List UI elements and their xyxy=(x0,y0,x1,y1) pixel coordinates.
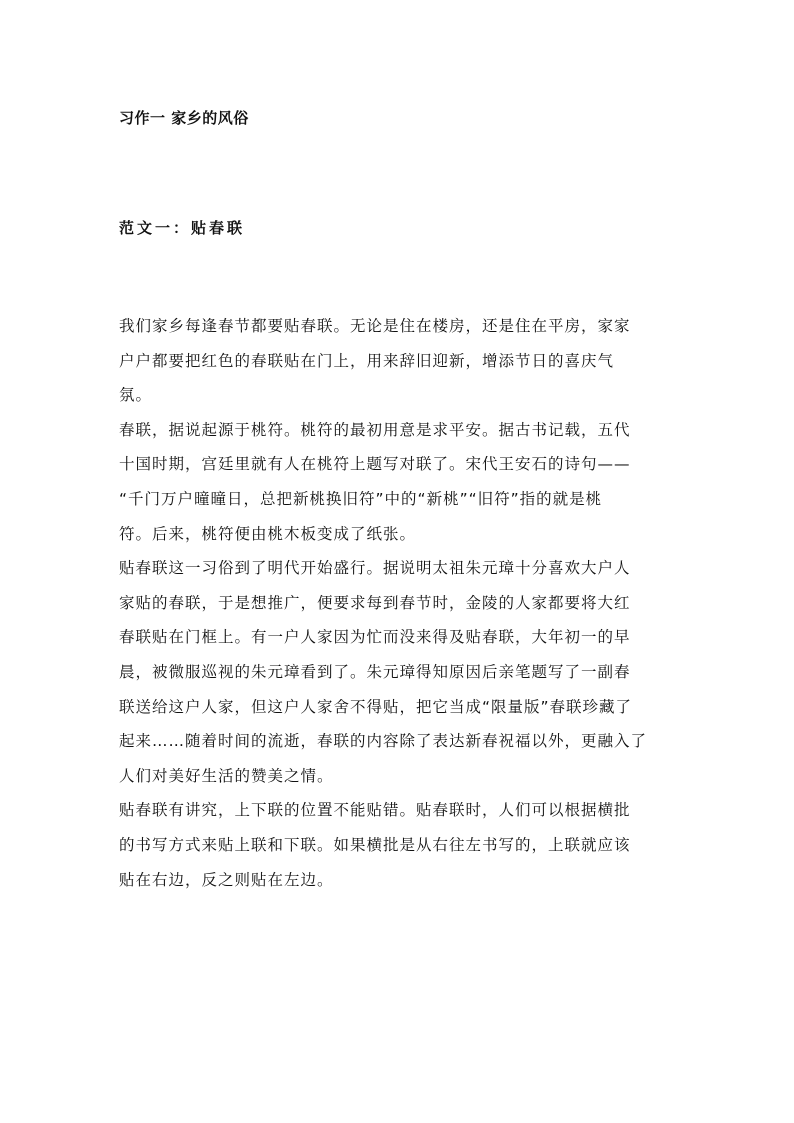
text-line: 我们家乡每逢春节都要贴春联。无论是住在楼房，还是住在平房，家家 xyxy=(119,317,631,335)
text-line: 贴春联这一习俗到了明代开始盛行。据说明太祖朱元璋十分喜欢大户人 xyxy=(119,559,631,578)
text-line: 的书写方式来贴上联和下联。如果横批是从右往左书写的，上联就应该 xyxy=(119,835,631,854)
section-title: 范文一：贴春联 xyxy=(119,219,246,237)
text-line: 起来……随着时间的流逝，春联的内容除了表达新春祝福以外，更融入了 xyxy=(119,732,648,751)
text-line: 人们对美好生活的赞美之情。 xyxy=(119,766,334,785)
text-line: 春联贴在门框上。有一户人家因为忙而没来得及贴春联，大年初一的早 xyxy=(119,628,631,647)
text-line: 符。后来，桃符便由桃木板变成了纸张。 xyxy=(119,524,417,543)
text-line: 户户都要把红色的春联贴在门上，用来辞旧迎新，增添节日的喜庆气 xyxy=(119,351,615,370)
text-line: 联送给这户人家，但这户人家舍不得贴，把它当成“限量版”春联珍藏了 xyxy=(119,697,633,716)
text-line: 十国时期，宫廷里就有人在桃符上题写对联了。宋代王安石的诗句—— xyxy=(119,455,631,474)
text-line: 贴在右边，反之则贴在左边。 xyxy=(119,870,334,889)
document-title: 习作一 家乡的风俗 xyxy=(119,109,249,127)
text-line: “千门万户曈曈日，总把新桃换旧符”中的“新桃”“旧符”指的就是桃 xyxy=(119,489,603,508)
text-line: 晨，被微服巡视的朱元璋看到了。朱元璋得知原因后亲笔题写了一副春 xyxy=(119,662,631,681)
text-line: 贴春联有讲究，上下联的位置不能贴错。贴春联时，人们可以根据横批 xyxy=(119,801,631,820)
essay-body xyxy=(119,314,679,902)
text-line: 春联，据说起源于桃符。桃符的最初用意是求平安。据古书记载，五代 xyxy=(119,420,631,439)
text-line: 家贴的春联，于是想推广，便要求每到春节时，金陵的人家都要将大红 xyxy=(119,593,631,612)
text-line: 氛。 xyxy=(119,386,153,405)
